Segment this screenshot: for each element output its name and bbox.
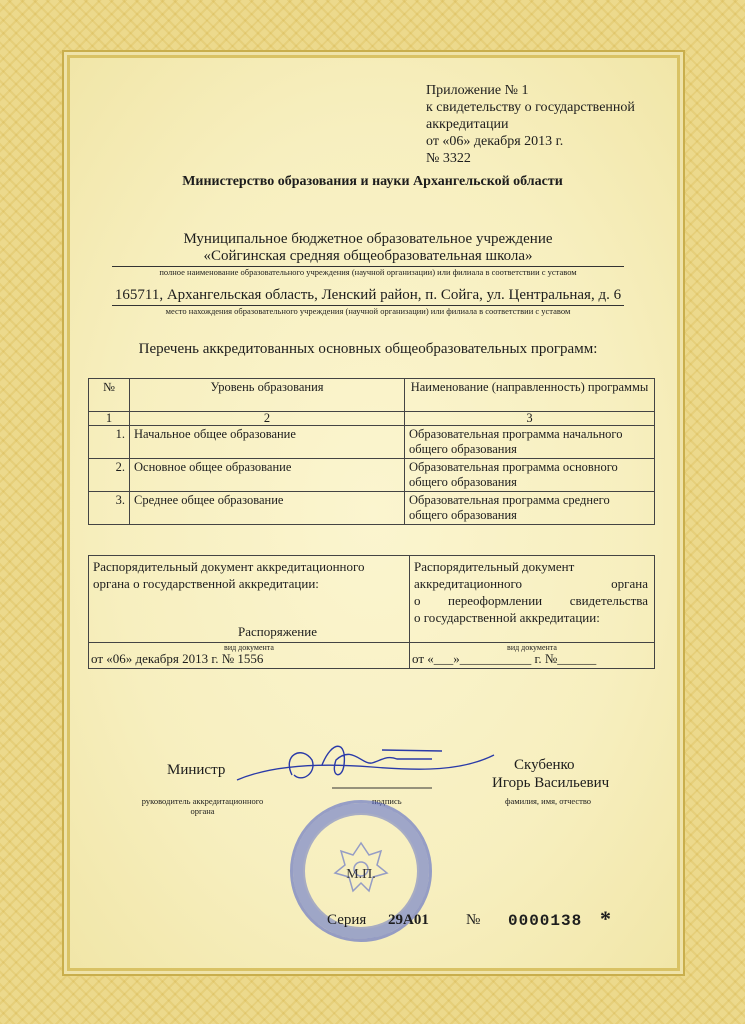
row-number: 2. (89, 459, 130, 492)
reissue-title-line: о государственной аккредитации: (414, 610, 600, 625)
document-type-caption: вид документа (224, 643, 274, 652)
table-header-row (89, 379, 655, 412)
row-level: Начальное общее образование (130, 426, 405, 459)
document-type-caption: вид документа (507, 643, 557, 652)
appendix-line: № 3322 (426, 151, 471, 166)
column-number: 3 (405, 412, 655, 426)
programs-table (88, 378, 655, 525)
handwritten-signature (232, 735, 502, 805)
column-number: 1 (89, 412, 130, 426)
signatory-role-caption: руководитель аккредитационного органа (141, 796, 264, 816)
signatory-given-names: Игорь Васильевич (492, 775, 610, 791)
column-header-level: Уровень образования (130, 379, 405, 412)
row-program: Образовательная программа начального общего образования (405, 426, 655, 459)
appendix-line: к свидетельству о государственной (426, 100, 635, 115)
org-name-line1: Муниципальное бюджетное образовательное учреждение (183, 231, 553, 247)
table-row (89, 459, 655, 492)
appendix-line: аккредитации (426, 117, 509, 132)
column-number: 2 (130, 412, 405, 426)
reissue-document-title (414, 558, 648, 626)
reissue-title-line: о переоформлении свидетельства (414, 593, 648, 608)
appendix-line: от «06» декабря 2013 г. (426, 134, 564, 149)
column-header-number: № (89, 379, 130, 412)
series-mark: * (600, 906, 611, 931)
number-label: № (466, 912, 481, 928)
stamp-label: М.П. (346, 867, 376, 882)
org-name-line2: «Сойгинская средняя общеобразовательная школа» (203, 248, 533, 264)
column-header-program: Наименование (направленность) программы (405, 379, 655, 412)
signatory-name-caption: фамилия, имя, отчество (505, 796, 592, 806)
series-value: 29А01 (388, 912, 429, 928)
org-address-caption: место нахождения образовательного учреждения (научной организации) или филиала в соответствии с уставом (165, 306, 571, 316)
blank-number: 0000138 (508, 912, 583, 930)
row-program: Образовательная программа среднего общего образования (405, 492, 655, 525)
appendix-header (426, 82, 635, 167)
row-number: 1. (89, 426, 130, 459)
column-number-row (89, 412, 655, 426)
row-level: Основное общее образование (130, 459, 405, 492)
accreditation-document-title: Распорядительный документ аккредитационного органа о государственной аккредитации: (93, 559, 365, 591)
accreditation-document-cell (89, 556, 410, 669)
reissue-title-line: Распорядительный документ (414, 559, 575, 574)
row-level: Среднее общее образование (130, 492, 405, 525)
row-program: Образовательная программа основного общего образования (405, 459, 655, 492)
documents-row (89, 556, 655, 669)
reissue-document-cell (410, 556, 655, 669)
signatory-surname: Скубенко (514, 757, 575, 773)
signature-caption: подпись (372, 796, 402, 806)
reissue-document-date: от «___»___________ г. №______ (412, 651, 597, 666)
appendix-line: Приложение № 1 (426, 83, 529, 98)
org-address: 165711, Архангельская область, Ленский район, п. Сойга, ул. Центральная, д. 6 (114, 287, 622, 303)
series-label: Серия (327, 912, 367, 928)
accreditation-document-type: Распоряжение (238, 624, 317, 639)
table-row (89, 426, 655, 459)
ministry-title: Министерство образования и науки Архангельской области (182, 174, 563, 189)
org-name-caption: полное наименование образовательного учреждения (научной организации) или филиала в соответствии с уставом (159, 267, 577, 277)
accreditation-document-date: от «06» декабря 2013 г. № 1556 (91, 651, 264, 666)
table-row (89, 492, 655, 525)
documents-table (88, 555, 655, 669)
row-number: 3. (89, 492, 130, 525)
signatory-role: Министр (167, 762, 226, 778)
reissue-title-line: аккредитационного органа (414, 576, 648, 591)
programs-title: Перечень аккредитованных основных общеобразовательных программ: (138, 341, 598, 357)
